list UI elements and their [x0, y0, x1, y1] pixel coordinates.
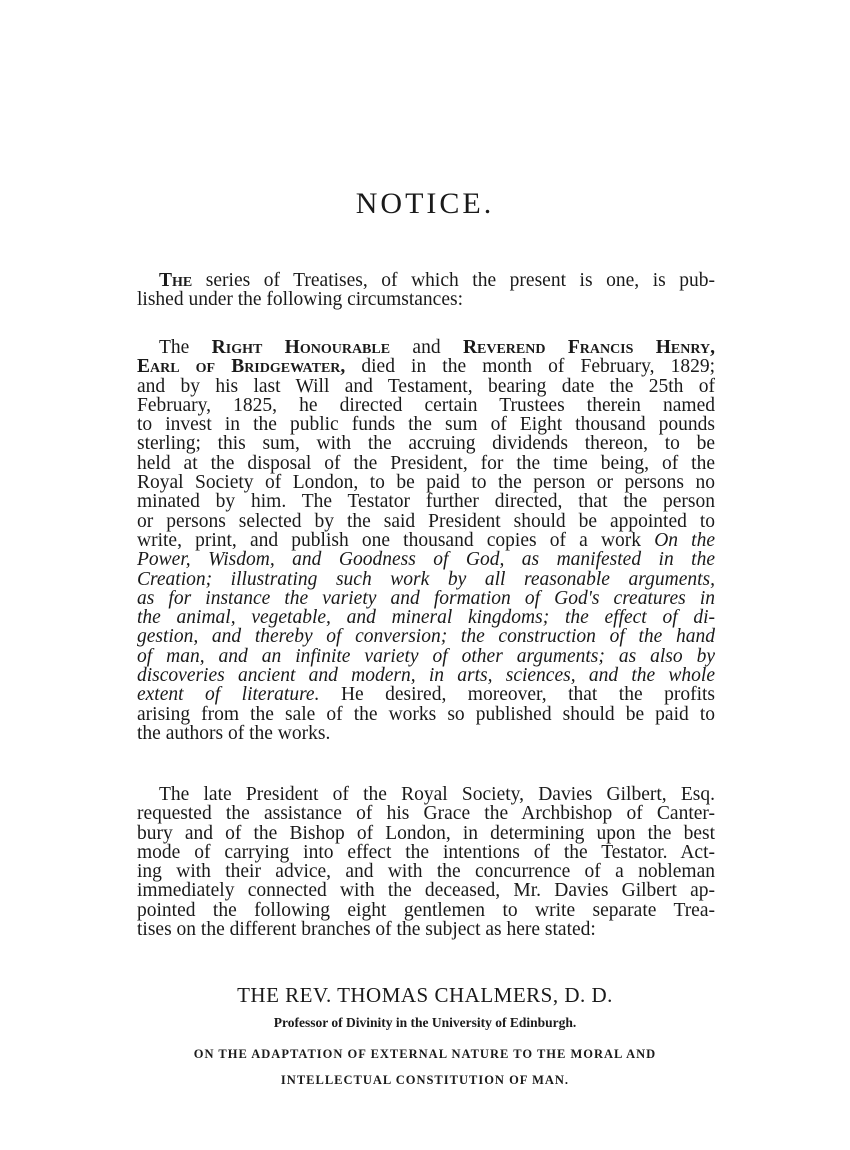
intro-lead-word: The [159, 270, 193, 291]
intro-line-1: The series of Treatises, of which the present is one, is pub- [159, 270, 715, 291]
para1-line-17: of man, and an infinite variety of other arguments; as also by [137, 645, 715, 667]
para1-line-14: as for instance the variety and formation of God's creatures in [137, 587, 715, 609]
para1-line-20: arising from the sale of the works so published should be paid to [137, 703, 715, 725]
para1-line-10: or persons selected by the said President should be appointed to [137, 510, 715, 532]
para1-line-5: to invest in the public funds the sum of Eight thousand pounds [137, 414, 715, 436]
para1-line-11: write, print, and publish one thousand copies of a work On the [137, 529, 716, 551]
para2-line-8: tises on the different branches of the subject as here stated: [137, 919, 596, 941]
para1-line-6: sterling; this sum, with the accruing dividends thereon, to be [137, 433, 715, 455]
para2-line-5: ing with their advice, and with the concurrence of a nobleman [137, 861, 715, 883]
para1-line-9: minated by him. The Testator further directed, that the person [137, 491, 715, 513]
author-name: THE REV. THOMAS CHALMERS, D. D. [237, 983, 613, 1007]
appointment-paragraph [137, 785, 715, 939]
para2-line-4: mode of carrying into effect the intentions of the Testator. Act- [137, 841, 715, 863]
para1-line-2: Earl of Bridgewater, died in the month of February, 1829; [137, 356, 715, 378]
intro-line-2: lished under the following circumstances: [137, 289, 463, 311]
para1-line-12: Power, Wisdom, and Goodness of God, as manifested in the [137, 549, 715, 571]
para1-line-13: Creation; illustrating such work by all reasonable arguments, [137, 568, 715, 590]
author-role: Professor of Divinity in the University of Edinburgh. [273, 1015, 577, 1030]
para1-line-4: February, 1825, he directed certain Trustees therein named [137, 394, 715, 416]
para1-line-1: The Right Honourable and Reverend Francis Henry, [159, 337, 715, 358]
para2-line-7: pointed the following eight gentlemen to write separate Trea- [137, 899, 715, 921]
para2-line-1: The late President of the Royal Society, Davies Gilbert, Esq. [159, 784, 715, 805]
para2-line-6: immediately connected with the deceased, Mr. Davies Gilbert ap- [137, 880, 715, 902]
para1-line-15: the animal, vegetable, and mineral kingdoms; the effect of di- [137, 607, 715, 629]
para1-line-21: the authors of the works. [137, 722, 331, 744]
para1-line-8: Royal Society of London, to be paid to the person or persons no [137, 472, 715, 494]
para1-line-3: and by his last Will and Testament, bearing date the 25th of [137, 375, 715, 397]
treatise-title-line-1: ON THE ADAPTATION OF EXTERNAL NATURE TO THE MORAL AND [193, 1047, 657, 1061]
para1-line-16: gestion, and thereby of conversion; the construction of the hand [137, 626, 715, 648]
treatise-title-line-2: INTELLECTUAL CONSTITUTION OF MAN. [280, 1073, 570, 1087]
para2-line-2: requested the assistance of his Grace the Archbishop of Canter- [137, 803, 715, 825]
para1-line-19: extent of literature. He desired, moreover, that the profits [137, 684, 715, 706]
will-paragraph [137, 338, 715, 743]
page-title: NOTICE. [355, 187, 495, 220]
para2-line-3: bury and of the Bishop of London, in determining upon the best [137, 822, 715, 844]
para1-line-7: held at the disposal of the President, for the time being, of the [137, 452, 715, 474]
para1-line-18: discoveries ancient and modern, in arts, sciences, and the whole [137, 665, 715, 687]
intro-paragraph [137, 271, 715, 310]
